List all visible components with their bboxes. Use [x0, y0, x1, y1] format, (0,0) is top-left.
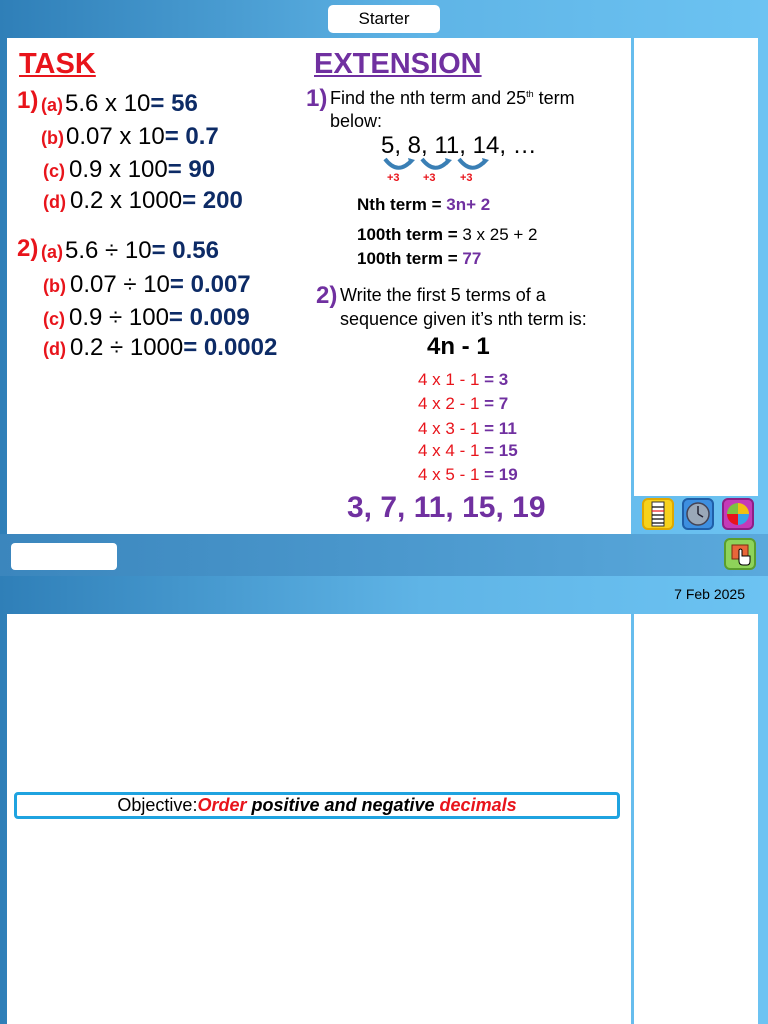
ext-q1-text-line2: below: — [330, 111, 383, 131]
ruler-icon[interactable] — [642, 498, 674, 530]
pie-icon[interactable] — [722, 498, 754, 530]
step-row: 4 x 1 - 1 = 3 — [418, 370, 509, 389]
task-q2c: (c) 0.9 ÷ 100= 0.009 — [43, 304, 250, 331]
task-q1c: (c) 0.9 x 100= 90 — [43, 156, 216, 183]
task-q1-number: 1) — [17, 87, 39, 114]
step-row: 4 x 3 - 1 = 11 — [418, 419, 517, 438]
objective-slide — [7, 614, 631, 1024]
difference-label-1: +3 — [387, 172, 400, 184]
final-sequence: 3, 7, 11, 15, 19 — [347, 491, 546, 524]
ext-q2-text-line2: sequence given it’s nth term is: — [340, 309, 587, 329]
nth-term-line: Nth term = 3n+ 2 — [357, 195, 491, 214]
objective-box: Objective: Order positive and negative decimals — [14, 792, 620, 819]
difference-label-3: +3 — [460, 172, 473, 184]
task-q1a: (a)5.6 x 10= 56 — [41, 90, 198, 117]
difference-label-2: +3 — [423, 172, 436, 184]
pointer-hand-icon[interactable] — [724, 538, 756, 570]
ext-q2-number: 2) — [316, 282, 338, 309]
nth-term-formula: 4n - 1 — [427, 333, 490, 360]
task-q2b: (b) 0.07 ÷ 10= 0.007 — [43, 271, 251, 298]
hundredth-term-line-1: 100th term = 3 x 25 + 2 — [357, 225, 538, 244]
task-q2d: (d) 0.2 ÷ 1000= 0.0002 — [43, 334, 278, 361]
task-q2-number: 2) — [17, 235, 39, 262]
task-q1d: (d) 0.2 x 1000= 200 — [43, 187, 243, 214]
ext-q2-text-line1: Write the first 5 terms of a — [340, 285, 546, 305]
task-q1b: (b)0.07 x 10= 0.7 — [41, 123, 219, 150]
hundredth-term-line-2: 100th term = 77 — [357, 249, 482, 268]
starter-button[interactable]: Starter — [328, 5, 440, 33]
step-row: 4 x 2 - 1 = 7 — [418, 394, 509, 413]
extension-title: EXTENSION — [314, 48, 482, 80]
step-row: 4 x 4 - 1 = 15 — [418, 441, 518, 460]
task-q2a: (a)5.6 ÷ 10= 0.56 — [41, 237, 219, 264]
side-panel-top — [634, 38, 758, 496]
clock-icon[interactable] — [682, 498, 714, 530]
step-row: 4 x 5 - 1 = 19 — [418, 465, 518, 484]
date-label: 7 Feb 2025 — [674, 586, 745, 602]
side-panel-bottom — [634, 614, 758, 1024]
starter-slide — [7, 38, 631, 534]
blank-button[interactable] — [11, 543, 117, 570]
sequence: 5, 8, 11, 14, … — [381, 132, 537, 159]
task-title: TASK — [19, 48, 96, 80]
ext-q1-number: 1) — [306, 85, 328, 112]
ext-q1-text-line1: Find the nth term and 25th term — [330, 88, 575, 108]
